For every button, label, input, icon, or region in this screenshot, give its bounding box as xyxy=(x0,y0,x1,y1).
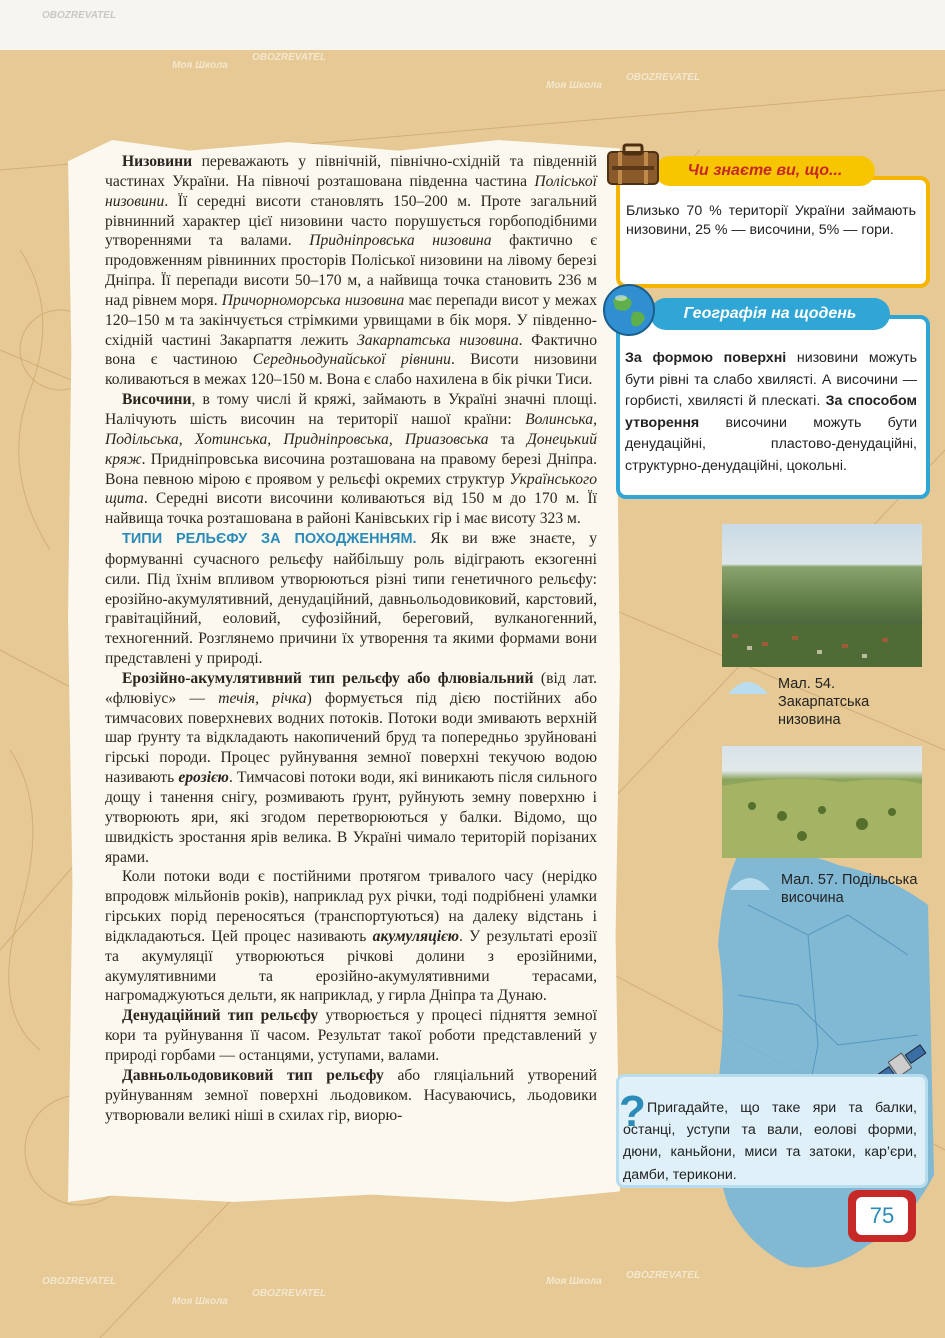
question-text: Пригадайте, що таке яри та балки, останці, уступи та вали, еолові форми, дюни, каньйони, миси та затоки, кар’єри, дамби, терикони. xyxy=(623,1100,917,1183)
question-mark-icon: ? xyxy=(619,1087,646,1136)
term-zakarpattia-lowland: Закарпатська низовина xyxy=(357,331,519,349)
text-span: переважають у північній, північно-східній та південній частинах України. На півночі розташована південна частина xyxy=(105,153,597,190)
paragraph-lowlands xyxy=(105,152,597,390)
text-span: височини можуть бути денудаційні, пластово-денудаційні, структурно-денудаційні, цокольні. xyxy=(625,414,917,474)
term-polissia: Поліської низовини xyxy=(105,172,597,210)
term-uplands: Височини xyxy=(122,391,192,409)
text-span: . Фактично вона є частиною xyxy=(105,331,597,369)
term-erosion: ерозією xyxy=(178,769,229,787)
watermark: OBOZREVATEL xyxy=(626,72,701,83)
caption-arrow-icon xyxy=(724,674,772,698)
paragraph-glacial xyxy=(105,1066,597,1126)
suitcase-icon xyxy=(604,142,662,188)
main-text-column xyxy=(105,152,597,1125)
text-span: (від лат. «флювіус» — xyxy=(105,669,597,707)
term-uplands-list: Волинська, Подільська, Хотинська, Придніпровська, Приазовська xyxy=(105,410,597,448)
text-span: . У результаті ерозії та акумуляції утворюються річкові долини з ерозійними, акумулятивними та ерозійно-акумулятивними терасами, нагромаджуються дельти, як наприклад, у гирла Дніпра та Дунаю. xyxy=(105,927,598,1005)
text-span: . Придніпровська височина розташована на правому березі Дніпра. Вона певною мірою є проявом у рельєфі окремих структур xyxy=(105,450,597,488)
text-span: Як ви вже знаєте, у формуванні сучасного рельєфу найбільшу роль відіграють екзогенні сили. Під їхнім впливом утворюються різні типи генетичного рельєфу: ерозійно-акумулятивний, денудаційний, давньольодовиковий, карстовий, гравітаційний, еоловий, суфозійний, береговий, вулканогенний, техногенний. Розглянемо причини їх утворення та якими формами вони представлені у природі. xyxy=(105,530,597,668)
watermark: OBOZREVATEL xyxy=(42,1276,117,1287)
geography-daily-text xyxy=(625,348,917,477)
paragraph-denudation xyxy=(105,1006,597,1066)
term-glacial: Давньольодовиковий тип рельєфу xyxy=(122,1066,384,1084)
section-heading: ТИПИ РЕЛЬЄФУ ЗА ПОХОДЖЕННЯМ. xyxy=(122,531,417,548)
top-margin xyxy=(0,0,945,50)
term-fluvial: Ерозійно-акумулятивний тип рельєфу або флювіальний xyxy=(122,669,534,687)
photo-podillia-upland xyxy=(722,746,922,858)
paragraph-erosion xyxy=(105,669,597,867)
term-donets-ridge: Донецький кряж xyxy=(105,430,597,468)
watermark: OBOZREVATEL xyxy=(252,52,327,63)
text-span: утворюється у процесі підняття земної кори та руйнування її часом. Результат такої роботи представлений у природі горбами — останцями, уступами, валами. xyxy=(105,1007,598,1064)
watermark: OBOZREVATEL xyxy=(252,1288,327,1299)
watermark: Моя Школа xyxy=(172,1296,228,1307)
text-span: ) формується під дією постійних або тимчасових поверхневих водних потоків. Потоки води змивають верхній шар ґрунту та відкладають накопичений бруд та попередньо зруйновані гірські породи. Процес руйнування земної поверхні текучою водою називають xyxy=(105,689,597,787)
text-span: , в тому числі й кряжі, займають в Україні значні площі. Налічують шість височин на території нашої країни: xyxy=(105,391,597,428)
term-accumulation: акумуляцією xyxy=(372,927,459,945)
watermark: Моя Школа xyxy=(546,1276,602,1287)
watermark: Моя Школа xyxy=(172,60,228,71)
text-span: фактично є продовженням рівнинних просторів Поліської низовини на лівому березі Дніпра. Її перепади висоти 50–170 м, а найвища точка становить 236 м над рівнем моря. xyxy=(105,232,597,309)
text-span: або гляціальний утворений руйнуванням земної поверхні льодовиком. Насуваючись, льодовики утворювали великі ніші в схилах гір, виорю- xyxy=(105,1066,597,1124)
text-span: має перепади висот у межах 120–150 м та закінчується стрімкими урвищами в бік моря. У південно-східній частині Закарпаття лежить xyxy=(105,291,597,349)
paragraph-uplands xyxy=(105,390,597,529)
globe-icon xyxy=(601,282,657,338)
figure-57-caption: Мал. 57. Подільська височина xyxy=(781,872,918,906)
text-span: . Висоти низовини коливаються в межах 120–150 м. Вона є слабо нахилена в бік річки Тиси. xyxy=(105,351,597,389)
text-span: . Середні висоти височини коливаються від 150 м до 170 м. Її найвища точка розташована в районі Канівських гір і має висоту 323 м. xyxy=(105,490,597,528)
text-span: . Її середні висоти становлять 150–200 м. Проте загальний рівнинний характер цієї низовини часто порушується горбоподібними утвореннями та валами. xyxy=(105,192,597,250)
term-dnipro-lowland: Придніпровська низовина xyxy=(309,232,492,250)
figure-54-caption: Мал. 54. Закарпатська низовина xyxy=(778,676,870,728)
page-number: 75 xyxy=(856,1197,908,1235)
text-span: низовини можуть бути рівні та слабо хвилясті. А височини — горбисті, хвилясті й плескаті. xyxy=(625,350,917,409)
term-flow-river: течія, річка xyxy=(218,689,307,707)
did-you-know-title: Чи знаєте ви, що... xyxy=(655,156,875,186)
watermark: Моя Школа xyxy=(546,80,602,91)
term-middle-danube: Середньодунайської рівнини xyxy=(252,351,451,369)
paragraph-relief-types xyxy=(105,529,597,669)
watermark: OBOZREVATEL xyxy=(42,10,117,21)
text-span: . Тимчасові потоки води, які виникають після сильного дощу і танення снігу, розмивають ґрунт, руйнують земну поверхню і утворюють яри, які згодом перетворюються у балки. Відомо, що швидкість зростання ярів велика. В Україні чимало територій порізаних ярами. xyxy=(105,769,597,866)
term-lowlands: Низовини xyxy=(122,153,193,170)
by-form-label: За формою поверхні xyxy=(625,350,787,366)
text-span: Коли потоки води є постійними протягом тривалого часу (нерідко впродовж мільйонів років), наприклад рух річки, тоді подрібнені уламки гірських порід переносяться (транспортуються) на далеку відстань і відкладаються. Цей процес називають xyxy=(105,868,597,945)
caption-arrow-icon xyxy=(726,870,774,894)
geography-daily-title: Географія на щодень xyxy=(650,298,890,330)
term-denudation: Денудаційний тип рельєфу xyxy=(122,1007,319,1025)
photo-zakarpattia-lowland xyxy=(722,524,922,667)
paragraph-accumulation xyxy=(105,867,597,1006)
term-ukrainian-shield: Українського щита xyxy=(105,470,597,508)
watermark: OBOZREVATEL xyxy=(626,1270,701,1281)
did-you-know-text: Близько 70 % території України займають низовини, 25 % — височини, 5% — гори. xyxy=(626,203,916,238)
text-span: та xyxy=(488,430,527,448)
term-black-sea-lowland: Причорноморська низовина xyxy=(221,291,405,309)
by-origin-label: За способом утворення xyxy=(625,393,918,431)
